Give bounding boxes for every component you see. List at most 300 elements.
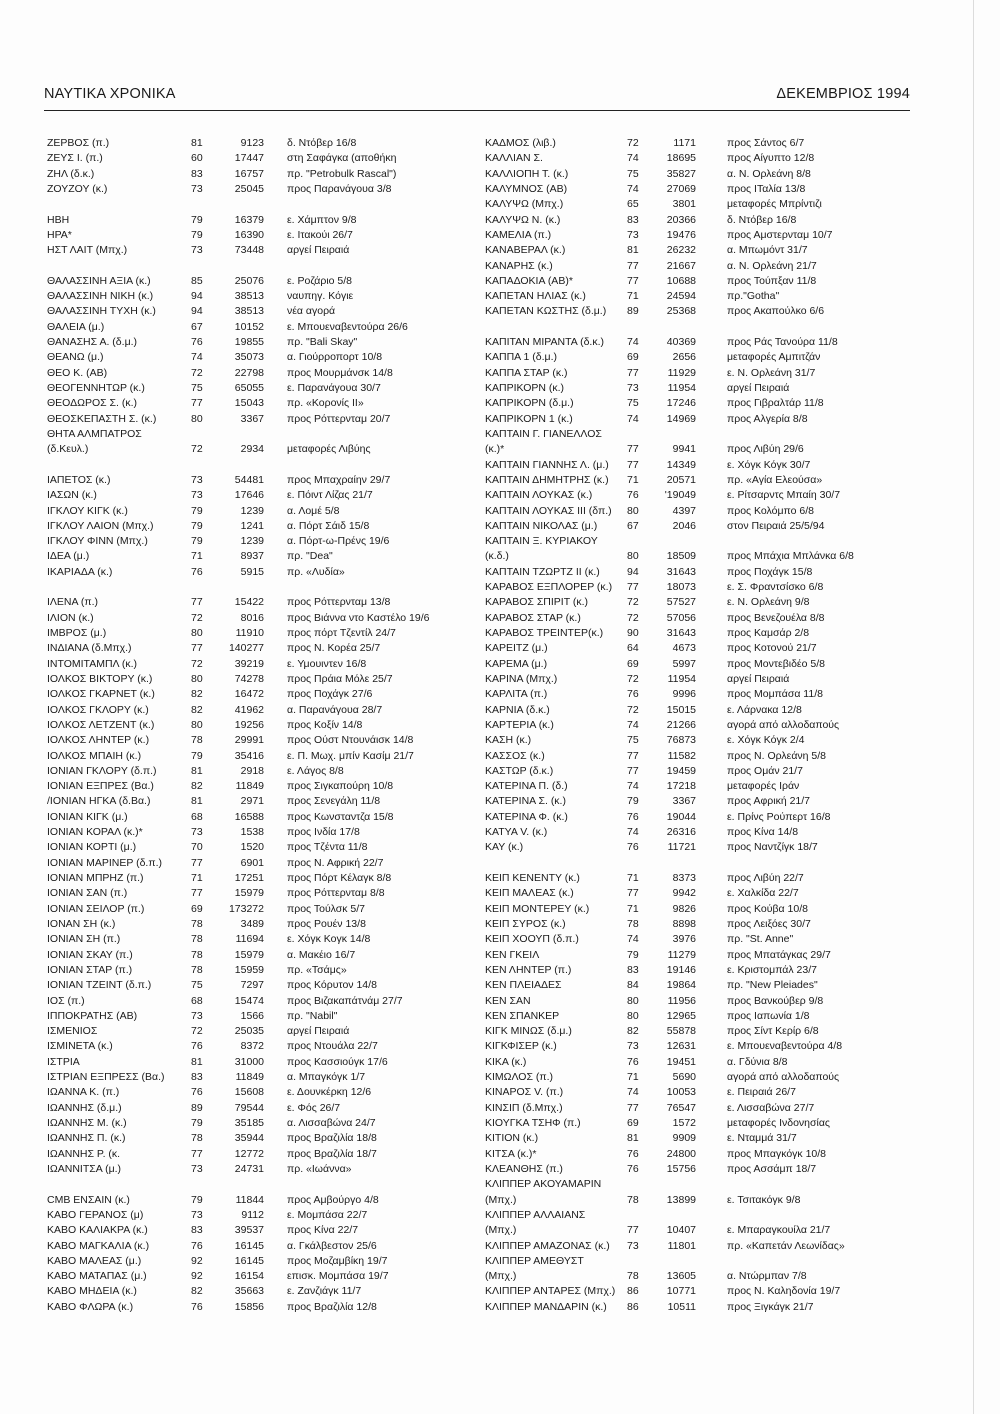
ship-name: ΚΑΠΡΙΚΟΡΝ (κ.) (485, 382, 565, 394)
ship-entry-row (485, 1009, 885, 1024)
ship-ton: 24731 (234, 1162, 264, 1175)
ship-year: 77 (191, 596, 203, 609)
ship-name: ΚΑΠΤΑΙΝ ΓΙΑΝΝΗΣ Λ. (μ.) (485, 458, 609, 471)
ship-year: 73 (191, 1208, 203, 1221)
ship-name: ΚΑΜΕΛΙΑ (π.) (485, 228, 552, 241)
ship-ton: 10688 (666, 274, 696, 287)
ship-entry-row (485, 289, 885, 304)
ship-note: προς Σιγκαπούρη 10/8 (287, 780, 394, 793)
ship-name: ΚΙΟΥΓΚΑ ΤΣΗΦ (π.) (485, 1117, 581, 1129)
ship-name: ΘΕΟΓΕΝΝΗΤΩΡ (κ.) (47, 382, 145, 394)
ship-ton: 18695 (666, 152, 696, 165)
ship-ton: 25368 (666, 305, 696, 318)
ship-year: 77 (191, 397, 203, 410)
ship-entry-row (485, 151, 885, 166)
ship-entry-row (47, 794, 467, 809)
ship-entry-row (47, 764, 467, 779)
ship-name: ΚΑΝΑΒΕΡΑΛ (κ.) (485, 244, 566, 257)
ship-name: ΙΟΝΙΑΝ ΜΠΡΗΖ (π.) (47, 872, 144, 884)
ship-entry-row (47, 703, 467, 718)
ship-name: ΘΑΛΕΙΑ (μ.) (47, 320, 105, 333)
ship-year: 68 (191, 810, 203, 823)
ship-ton: 31643 (666, 627, 696, 639)
ship-name: ΚΙΚΑ (κ.) (485, 1055, 527, 1068)
ship-note: προς Σάντος 6/7 (727, 137, 805, 149)
ship-year: 77 (627, 1224, 639, 1237)
ship-name: ΚΑΠΤΑΙΝ ΛΟΥΚΑΣ (κ.) (485, 489, 593, 502)
ship-entry-row (47, 1162, 467, 1177)
ship-name: ΙΟΝΙΑΝ ΣΕΙΛΟΡ (π.) (47, 902, 145, 915)
ship-note: ε. Χάμπτον 9/8 (287, 213, 357, 226)
ship-year: 89 (191, 1101, 203, 1114)
ship-entry-row (47, 718, 467, 733)
ship-entry-row (485, 534, 885, 549)
ship-entry-row (485, 794, 885, 809)
ship-entry-row (47, 1101, 467, 1116)
ship-entry-row (47, 1239, 467, 1254)
ship-name: ΚΙΤΣΑ (κ.)* (485, 1147, 537, 1160)
ship-name: ΚΕΙΠ ΜΟΝΤΕΡΕΥ (κ.) (485, 902, 590, 915)
ship-ton: 12631 (666, 1040, 696, 1053)
ship-ton: 20571 (666, 473, 696, 486)
ship-note: ε. Φός 26/7 (287, 1101, 341, 1114)
ship-note: μεταφορές Ιράν (727, 780, 800, 793)
ship-entry-row (47, 228, 467, 243)
ship-note: αργεί Πειραιά (727, 672, 790, 685)
ship-ton: 1572 (672, 1117, 696, 1129)
ship-name: ΙΟΝΙΑΝ ΚΟΡΤΙ (μ.) (47, 841, 137, 854)
ship-name: ΙΣΤΡΙΑ (47, 1055, 80, 1068)
ship-ton: 9996 (672, 688, 696, 701)
issue-date: ΔΕΚΕΜΒΡΙΟΣ 1994 (776, 86, 910, 102)
ship-ton: 16757 (234, 167, 264, 180)
ship-year: 74 (627, 152, 639, 165)
ship-entry-row (47, 274, 467, 289)
ship-year: 79 (191, 535, 203, 548)
ship-note: πρ. "Nabil" (287, 1009, 338, 1022)
ship-ton: 1538 (240, 826, 264, 839)
ship-entry-row (485, 641, 885, 656)
ship-entry-row (47, 549, 467, 564)
ship-year: 74 (627, 780, 639, 793)
ship-note: α. Μακέιο 16/7 (287, 948, 356, 961)
ship-entry-row (485, 1070, 885, 1085)
ship-year: 78 (627, 917, 639, 930)
ship-year: 94 (191, 290, 203, 303)
ship-entry-row (485, 733, 885, 748)
ship-ton: 54481 (234, 473, 264, 486)
ship-ton: 2971 (240, 795, 264, 808)
ship-note: ε. Μομπάσα 22/7 (287, 1208, 368, 1221)
ship-note: προς Παρανάγουα 3/8 (287, 182, 392, 195)
ship-entry-row (485, 1193, 885, 1208)
ship-year: 90 (627, 627, 639, 639)
ship-year: 72 (191, 366, 203, 379)
ship-note: αγορά από αλλοδαπούς (727, 718, 840, 731)
ship-name: ΙΟΛΚΟΣ ΒΙΚΤΟΡΥ (κ.) (47, 672, 153, 685)
ship-name: ΚΙΝΣΙΠ (δ.Μπχ.) (485, 1101, 563, 1114)
ship-note: προς Ντουάλα 22/7 (287, 1040, 378, 1053)
ship-year: 74 (191, 351, 203, 364)
ship-name: ΙΓΚΛΟΥ ΚΙΓΚ (κ.) (47, 504, 128, 517)
ship-ton: 15856 (234, 1300, 264, 1313)
ship-year: 78 (191, 948, 203, 961)
ship-note: προς Μοζαμβίκη 19/7 (287, 1254, 388, 1267)
ship-entry-row (47, 335, 467, 350)
ship-year: 79 (627, 795, 639, 808)
ship-ton: 11694 (235, 933, 264, 946)
ship-name: ΚΑΠΤΑΙΝ ΝΙΚΟΛΑΣ (μ.) (485, 519, 598, 532)
ship-name: ΘΑΝΑΣΗΣ Α. (δ.μ.) (47, 336, 138, 349)
ship-year: 73 (627, 382, 639, 394)
ship-ton: 39537 (234, 1224, 264, 1237)
ship-note: προς Αίγυπτο 12/8 (727, 152, 815, 165)
ship-ton: 5997 (672, 657, 696, 670)
ship-note: α. Λισσαβώνα 24/7 (287, 1117, 376, 1129)
ship-name: ΚΑΠΕΤΑΝ ΗΛΙΑΣ (κ.) (485, 290, 586, 303)
ship-ton: 65055 (234, 382, 264, 394)
ship-entry-row (485, 657, 885, 672)
ship-ton: 140277 (228, 642, 264, 655)
ship-note: ε. Πόιντ Λίζας 21/7 (287, 489, 373, 502)
ship-name: ΚΑΡΝΙΑ (δ.κ.) (485, 703, 550, 716)
ship-note: ε. Πρίνς Ρούπερτ 16/8 (727, 810, 831, 823)
ship-entry-row (485, 1162, 885, 1177)
ship-year: 76 (627, 688, 639, 701)
ship-entry-row (47, 672, 467, 687)
ship-entry-row (485, 197, 885, 212)
ship-name: ΖΟΥΖΟΥ (κ.) (47, 182, 108, 195)
ship-ton: 3367 (672, 795, 696, 808)
ship-year: 75 (627, 734, 639, 747)
ship-name: ΘΑΛΑΣΣΙΝΗ ΝΙΚΗ (κ.) (47, 290, 154, 303)
ship-ton: 15608 (234, 1086, 264, 1099)
ship-ton: 14349 (666, 458, 696, 471)
ship-entry-row (485, 243, 885, 258)
ship-year: 79 (627, 948, 639, 961)
ship-entry-row (485, 565, 885, 580)
ship-note: προς Μουρμάνσκ 14/8 (287, 366, 393, 379)
ship-ton: 17646 (234, 489, 264, 502)
ship-entry-row (485, 228, 885, 243)
ship-ton: 1239 (240, 535, 264, 548)
ship-note: στον Πειραιά 25/5/94 (727, 519, 825, 532)
ship-entry-row (47, 580, 467, 595)
ship-year: 81 (627, 244, 639, 257)
ship-note: πρ. "Dea" (287, 550, 333, 563)
ship-note: προς Λιβύη 22/7 (727, 872, 804, 884)
ship-entry-row (47, 1131, 467, 1146)
ship-ton: 26316 (666, 826, 696, 839)
ship-entry-row (485, 856, 885, 871)
ship-year: 79 (191, 1117, 203, 1129)
ship-note: προς Τούπξαν 11/8 (727, 274, 817, 287)
ship-entry-row (47, 626, 467, 641)
ship-entry-row (485, 932, 885, 947)
ship-name: (Μπχ.) (485, 1193, 517, 1206)
ship-entry-row (485, 259, 885, 274)
ship-entry-row (47, 412, 467, 427)
ship-ton: 11849 (235, 1071, 264, 1084)
ship-entry-row (485, 320, 885, 335)
ship-year: 73 (191, 473, 203, 486)
ship-ton: 19256 (234, 718, 264, 731)
ship-note: α. Παρανάγουα 28/7 (287, 703, 383, 716)
ship-entry-row (485, 350, 885, 365)
ship-name: ΗΒΗ (47, 213, 70, 226)
ship-name: ΙΩΑΝΝΙΤΣΑ (μ.) (47, 1162, 122, 1175)
ship-ton: 6901 (240, 856, 264, 869)
ship-name: ΚΑΒΟ ΜΑΓΚΑΛΙΑ (κ.) (47, 1239, 150, 1252)
ship-ton: 29991 (234, 734, 264, 747)
ship-name: ΚΑΠΤΑΙΝ Γ. ΓΙΑΝΕΛΛΟΣ (485, 427, 602, 440)
ship-name: ΚΙΓΚ ΜΙΝΩΣ (δ.μ.) (485, 1025, 572, 1038)
ship-name: ΚΑΒΟ ΜΑΤΑΠΑΣ (μ.) (47, 1270, 147, 1283)
ship-ton: 11582 (667, 749, 696, 762)
ship-ton: 16588 (234, 810, 264, 823)
ship-note: προς Αφρική 21/7 (727, 795, 811, 808)
ship-name: ΙΟΝΙΑΝ ΤΖΕΙΝΤ (δ.π.) (47, 979, 152, 992)
ship-name: ΙΣΜΙΝΕΤΑ (κ.) (47, 1040, 113, 1053)
ship-ton: 15979 (234, 887, 264, 900)
ship-year: 76 (191, 1040, 203, 1053)
ship-entry-row (47, 427, 467, 442)
ship-ton: 22798 (234, 366, 264, 379)
ship-name: (δ.Κευλ.) (47, 443, 89, 456)
ship-note: προς Λειξόες 30/7 (727, 917, 811, 930)
ship-year: 83 (191, 167, 203, 180)
ship-ton: 35944 (234, 1132, 264, 1145)
ship-ton: 8373 (672, 872, 696, 884)
ship-ton: 16379 (234, 213, 264, 226)
ship-year: 78 (191, 1132, 203, 1145)
ship-note: πρ. "Petrobulk Rascal") (287, 167, 397, 180)
ship-ton: 17251 (234, 872, 264, 884)
ship-year: 74 (627, 412, 639, 425)
ship-note: προς ΙΤαλία 13/8 (727, 182, 806, 195)
ship-ton: 74278 (234, 672, 264, 685)
ship-entry-row (485, 611, 885, 626)
ship-note: προς Τζέντα 11/8 (287, 841, 368, 854)
ship-name: ΚΕΝ ΣΑΝ (485, 994, 531, 1007)
ship-entry-row (485, 473, 885, 488)
ship-name: ΚΑΤΕΡΙΝΑ Π. (δ.) (485, 780, 568, 793)
ship-note: προς Κασσιούγκ 17/6 (287, 1055, 388, 1068)
ship-name: ΙΟΛΚΟΣ ΓΚΑΡΝΕΤ (κ.) (47, 688, 155, 701)
ship-year: 70 (191, 841, 203, 854)
ship-ton: 10771 (666, 1285, 696, 1298)
ship-name: ΙΟΛΚΟΣ ΛΗΝΤΕΡ (κ.) (47, 734, 150, 747)
ship-year: 77 (191, 887, 203, 900)
ship-note: προς Ναντζίγκ 18/7 (727, 841, 818, 854)
ship-ton: 18073 (666, 581, 696, 594)
ship-year: 73 (191, 489, 203, 502)
ship-year: 86 (627, 1300, 639, 1313)
ship-note: προς Βραζιλία 12/8 (287, 1300, 377, 1313)
ship-entry-row (47, 504, 467, 519)
ship-note: ε. Λάγος 8/8 (287, 764, 344, 777)
ship-ton: 11721 (667, 841, 696, 854)
ship-ton: 15015 (666, 703, 696, 716)
ship-entry-row (47, 534, 467, 549)
ship-ton: '19049 (664, 489, 696, 502)
ship-note: προς Λιβύη 29/6 (727, 443, 804, 456)
ship-entry-row (47, 151, 467, 166)
ship-entry-row (47, 213, 467, 228)
ship-entry-row (47, 978, 467, 993)
ship-entry-row (47, 657, 467, 672)
ship-year: 77 (191, 1147, 203, 1160)
ship-year: 83 (627, 213, 639, 226)
ship-note: ε. Υμουιντεν 16/8 (287, 657, 367, 670)
ship-name: ΙΩΑΝΝΗΣ (δ.μ.) (47, 1101, 122, 1114)
ship-name: ΚΕΝ ΠΛΕΙΑΔΕΣ (485, 979, 562, 992)
ship-name: ΘΑΛΑΣΣΙΝΗ ΑΞΙΑ (κ.) (47, 274, 151, 287)
ship-year: 73 (627, 1040, 639, 1053)
ship-ton: 55878 (666, 1025, 696, 1038)
ship-note: προς Ιαπωνία 1/8 (727, 1009, 810, 1022)
ship-ton: 31000 (234, 1055, 264, 1068)
ship-name: ΙΟΛΚΟΣ ΜΠΑΙΗ (κ.) (47, 749, 142, 762)
ship-year: 69 (627, 351, 639, 364)
ship-entry-row (47, 994, 467, 1009)
ship-entry-row (47, 565, 467, 580)
ship-ton: 173272 (228, 902, 264, 915)
ship-year: 77 (627, 764, 639, 777)
ship-ton: 57527 (666, 596, 696, 609)
ship-note: προς πόρτ Τζεντίλ 24/7 (287, 627, 396, 639)
ship-name: ΙΓΚΛΟΥ ΛΑΙΟΝ (Μπχ.) (47, 519, 154, 532)
ship-ton: 11954 (667, 672, 696, 685)
page-edge-line (973, 0, 974, 1414)
ship-year: 64 (627, 642, 639, 655)
ship-entry-row (47, 902, 467, 917)
ship-entry-row (485, 779, 885, 794)
ship-ton: 76547 (666, 1101, 696, 1114)
ship-ton: 9123 (240, 137, 264, 149)
ship-name: ΚΛΙΠΠΕΡ ΜΑΝΔΑΡΙΝ (κ.) (485, 1300, 607, 1313)
ship-year: 80 (191, 672, 203, 685)
ship-note: ε. Μπαραγκουίλα 21/7 (727, 1224, 831, 1237)
ship-name: ΖΗΛ (δ.κ.) (47, 167, 95, 180)
ship-ton: 2934 (240, 443, 264, 456)
ship-note: πρ. "Bali Skay" (287, 336, 358, 349)
ship-note: α. Γκάλβεστον 25/6 (287, 1239, 377, 1252)
ship-ton: 12772 (234, 1147, 264, 1160)
ship-year: 74 (627, 718, 639, 731)
ship-note: προς Μομπάσα 11/8 (727, 688, 823, 701)
ship-ton: 1520 (240, 841, 264, 854)
ship-entry-row (47, 1300, 467, 1315)
ship-note: προς Ν. Αφρική 22/7 (287, 856, 384, 869)
ship-ton: 2046 (672, 519, 696, 532)
ship-year: 79 (191, 228, 203, 241)
ship-name: ΚΑΣΤΩΡ (δ.κ.) (485, 764, 554, 777)
ship-name: ΚΑΤΕΡΙΝΑ Σ. (κ.) (485, 795, 566, 808)
ship-ton: 14969 (666, 412, 696, 425)
ship-note: προς Βραζιλία 18/8 (287, 1132, 377, 1145)
ship-year: 76 (627, 1055, 639, 1068)
ship-name: ΚΑΛΛΙΟΠΗ Τ. (κ.) (485, 167, 569, 180)
right-ship-list (485, 136, 885, 1315)
ship-name: ΘΕΟ Κ. (ΑΒ) (47, 366, 108, 379)
ship-year: 80 (191, 627, 203, 639)
ship-entry-row (47, 167, 467, 182)
ship-name: ΚΑΡΑΒΟΣ ΣΤΑΡ (κ.) (485, 611, 581, 624)
ship-year: 76 (627, 841, 639, 854)
ship-year: 73 (191, 1162, 203, 1175)
ship-note: προς Καμσάρ 2/8 (727, 627, 810, 639)
ship-note: προς Ασσάμπ 18/7 (727, 1162, 817, 1175)
ship-ton: 26232 (666, 244, 696, 257)
ship-note: προς Μπαχραίην 29/7 (287, 473, 391, 486)
ship-note: α. Μπωμόντ 31/7 (727, 244, 808, 257)
ship-entry-row (485, 1300, 885, 1315)
ship-year: 83 (191, 1224, 203, 1237)
ship-ton: 1239 (240, 504, 264, 517)
ship-year: 73 (191, 1009, 203, 1022)
ship-entry-row (485, 840, 885, 855)
ship-year: 77 (627, 887, 639, 900)
ship-entry-row (485, 458, 885, 473)
ship-name: ΚΕΝ ΣΠΑΝΚΕΡ (485, 1009, 560, 1022)
ship-entry-row (47, 1269, 467, 1284)
ship-note: ε. Χαλκίδα 22/7 (727, 887, 799, 900)
ship-name: ΙΛΙΟΝ (κ.) (47, 611, 94, 624)
ship-year: 69 (627, 1117, 639, 1129)
ship-year: 72 (191, 1025, 203, 1038)
ship-year: 67 (627, 519, 639, 532)
ship-name: ΙΑΠΕΤΟΣ (κ.) (47, 473, 111, 486)
ship-year: 80 (627, 504, 639, 517)
ship-entry-row (485, 1223, 885, 1238)
ship-year: 73 (627, 1239, 639, 1252)
ship-note: ε. Λισσαβώνα 27/7 (727, 1101, 815, 1114)
ship-note: αργεί Πειραιά (727, 382, 790, 394)
ship-note: πρ. "St. Anne" (727, 933, 794, 946)
ship-entry-row (485, 1116, 885, 1131)
ship-note: προς Μπαγκόγκ 10/8 (727, 1147, 827, 1160)
ship-entry-row (47, 136, 467, 151)
ship-ton: 3367 (240, 412, 264, 425)
ship-entry-row (47, 519, 467, 534)
ship-ton: 4397 (672, 504, 696, 517)
ship-ton: 10407 (666, 1224, 696, 1237)
ship-note: προς Βανκούβερ 9/8 (727, 994, 824, 1007)
ship-entry-row (47, 243, 467, 258)
ship-entry-row (47, 396, 467, 411)
ship-year: 77 (627, 458, 639, 471)
ship-note: προς Τούλσκ 5/7 (287, 902, 366, 915)
ship-ton: 57056 (666, 611, 696, 624)
ship-note: πρ. «Ιωάννα» (287, 1162, 352, 1175)
ship-year: 71 (627, 872, 639, 884)
ship-name: (Μπχ.) (485, 1224, 517, 1237)
ship-name: ΚΑΠΡΙΚΟΡΝ 1 (κ.) (485, 412, 573, 425)
ship-note: μεταφορές Λιβύης (287, 443, 371, 456)
ship-ton: 15959 (234, 963, 264, 976)
ship-note: ε. Χόγκ Κόγκ 2/4 (727, 734, 805, 747)
ship-entry-row (47, 320, 467, 335)
ship-note: επισκ. Μομπάσα 19/7 (287, 1270, 389, 1283)
ship-name: ΚΕΝ ΓΚΕΙΛ (485, 948, 540, 961)
ship-entry-row (485, 1024, 885, 1039)
ship-note: προς Γιβραλτάρ 11/8 (727, 397, 824, 410)
ship-name: ΙΟΝΙΑΝ ΚΙΓΚ (μ.) (47, 810, 128, 823)
ship-year: 83 (191, 1071, 203, 1084)
ship-entry-row (485, 994, 885, 1009)
ship-note: ε. Π. Μωχ. μπίν Κασίμ 21/7 (287, 749, 414, 762)
